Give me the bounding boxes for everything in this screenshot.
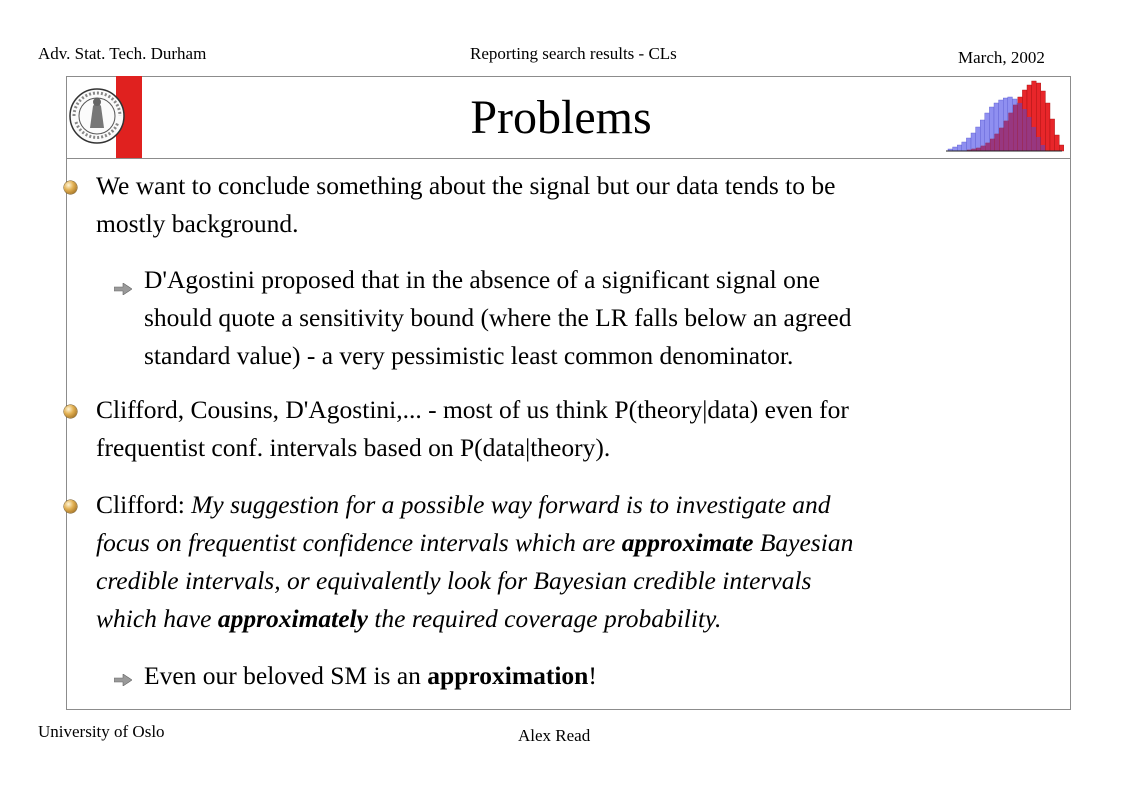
bullet-icon — [64, 405, 77, 418]
quote-line-4-post: the required coverage probability. — [367, 604, 722, 633]
bullet-3-lead: Clifford: — [96, 490, 192, 519]
sub-bullet-1-line-1: D'Agostini proposed that in the absence of a significant signal one — [144, 265, 820, 294]
footer-author: Alex Read — [518, 726, 591, 745]
quote-line-2-post: Bayesian — [753, 528, 854, 557]
sub-bullet-2-text — [144, 657, 597, 695]
header-date: March, 2002 — [958, 48, 1045, 67]
bullet-3-line-3 — [96, 562, 853, 600]
bullet-1-line-2: mostly background. — [96, 209, 299, 238]
header-talk-title: Reporting search results - CLs — [470, 44, 677, 63]
bullet-icon — [64, 181, 77, 194]
bullet-2-line-1: Clifford, Cousins, D'Agostini,... - most of us think P(theory|data) even for — [96, 395, 849, 424]
quote-line-4-pre: which have — [96, 604, 218, 633]
bullet-3-line-2 — [96, 524, 853, 562]
bullet-icon — [64, 500, 77, 513]
sub-bullet-arrow-icon — [114, 283, 132, 295]
sub-bullet-2-bold: approximation — [427, 661, 589, 690]
sub-bullet-1-text — [144, 261, 851, 375]
bullet-2-text — [96, 391, 849, 467]
bullet-3-text — [96, 486, 853, 638]
sub-bullet-2-pre: Even our beloved SM is an — [144, 661, 428, 690]
bullet-2-line-2: frequentist conf. intervals based on P(data|theory). — [96, 433, 611, 462]
quote-line-2-pre: focus on frequentist confidence intervals which are — [96, 528, 622, 557]
title-divider — [66, 158, 1071, 159]
quote-line-1: My suggestion for a possible way forward is to investigate and — [191, 490, 831, 519]
bullet-1-line-1: We want to conclude something about the signal but our data tends to be — [96, 171, 836, 200]
quote-emphasis-approximate: approximate — [621, 528, 754, 557]
bullet-3-line-1 — [96, 486, 853, 524]
quote-emphasis-approximately: approximately — [217, 604, 368, 633]
slide-title: Problems — [470, 91, 652, 144]
header-course: Adv. Stat. Tech. Durham — [38, 44, 207, 63]
quote-line-3: credible intervals, or equivalently look for Bayesian credible intervals — [96, 566, 812, 595]
bullet-3-line-4 — [96, 600, 853, 638]
bullet-1-text — [96, 167, 835, 243]
sub-bullet-1-line-3: standard value) - a very pessimistic least common denominator. — [144, 341, 794, 370]
sub-bullet-2-post: ! — [588, 661, 597, 690]
sub-bullet-arrow-icon — [114, 674, 132, 686]
footer-institution: University of Oslo — [38, 722, 165, 741]
sub-bullet-1-line-2: should quote a sensitivity bound (where the LR falls below an agreed — [144, 303, 852, 332]
